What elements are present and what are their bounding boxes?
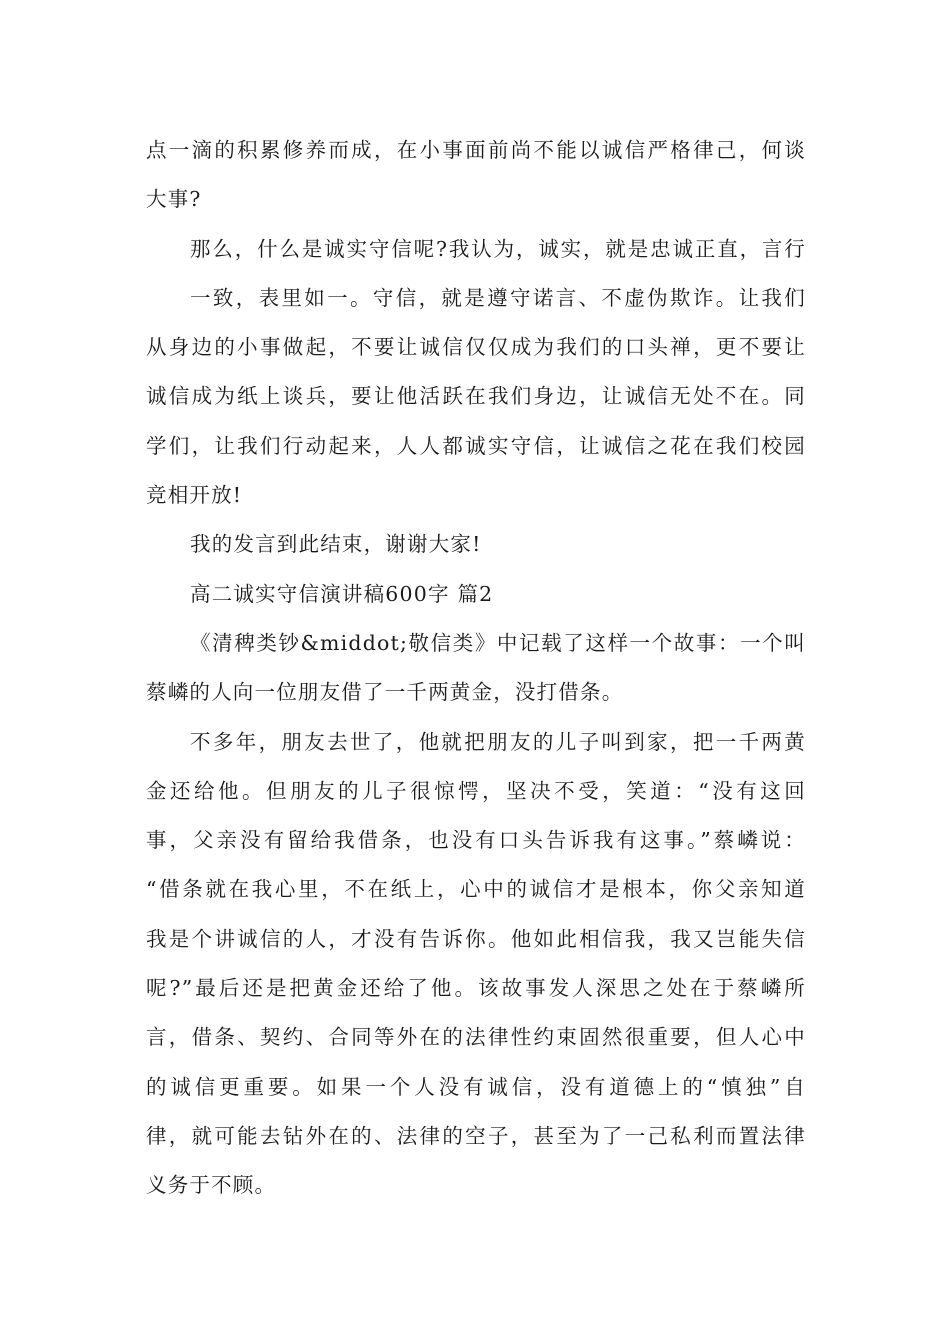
text-line-11: 《清稗类钞&middot;敬信类》中记载了这样一个故事：一个叫: [190, 630, 806, 655]
text-line-3: 那么，什么是诚实守信呢?我认为，诚实，就是忠诚正直，言行: [190, 236, 806, 261]
text-line-18: 呢?”最后还是把黄金还给了他。该故事发人深思之处在于蔡嶙所: [146, 976, 806, 1001]
text-line-12: 蔡嶙的人向一位朋友借了一千两黄金，没打借条。: [146, 680, 624, 705]
text-line-15: 事，父亲没有留给我借条，也没有口头告诉我有这事。”蔡嶙说：: [146, 828, 806, 853]
text-line-6: 诚信成为纸上谈兵，要让他活跃在我们身边，让诚信无处不在。同: [146, 384, 806, 409]
text-line-17: 我是个讲诚信的人，才没有告诉你。他如此相信我，我又岂能失信: [146, 926, 806, 951]
text-line-1: 点一滴的积累修养而成，在小事面前尚不能以诚信严格律己，何谈: [146, 138, 806, 162]
text-line-19: 言，借条、契约、合同等外在的法律性约束固然很重要，但人心中: [146, 1025, 806, 1050]
section-heading: 高二诚实守信演讲稿600字 篇2: [190, 581, 494, 606]
text-line-2: 大事?: [146, 187, 202, 212]
text-line-16: “借条就在我心里，不在纸上，心中的诚信才是根本，你父亲知道: [146, 877, 806, 902]
text-line-5: 从身边的小事做起，不要让诚信仅仅成为我们的口头禅，更不要让: [146, 335, 806, 360]
text-line-20: 的诚信更重要。如果一个人没有诚信，没有道德上的“慎独”自: [146, 1074, 806, 1099]
document-body: [146, 126, 806, 1211]
text-line-7: 学们，让我们行动起来，人人都诚实守信，让诚信之花在我们校园: [146, 433, 806, 458]
text-line-21: 律，就可能去钻外在的、法律的空子，甚至为了一己私利而置法律: [146, 1123, 806, 1148]
text-line-13: 不多年，朋友去世了，他就把朋友的儿子叫到家，把一千两黄: [190, 729, 806, 754]
text-line-8: 竞相开放!: [146, 483, 243, 508]
text-line-22: 义务于不顾。: [146, 1173, 277, 1198]
text-line-14: 金还给他。但朋友的儿子很惊愕，坚决不受，笑道：“没有这回: [146, 778, 806, 803]
text-line-4: 一致，表里如一。守信，就是遵守诺言、不虚伪欺诈。让我们: [190, 285, 806, 310]
text-line-9: 我的发言到此结束，谢谢大家!: [190, 532, 482, 557]
